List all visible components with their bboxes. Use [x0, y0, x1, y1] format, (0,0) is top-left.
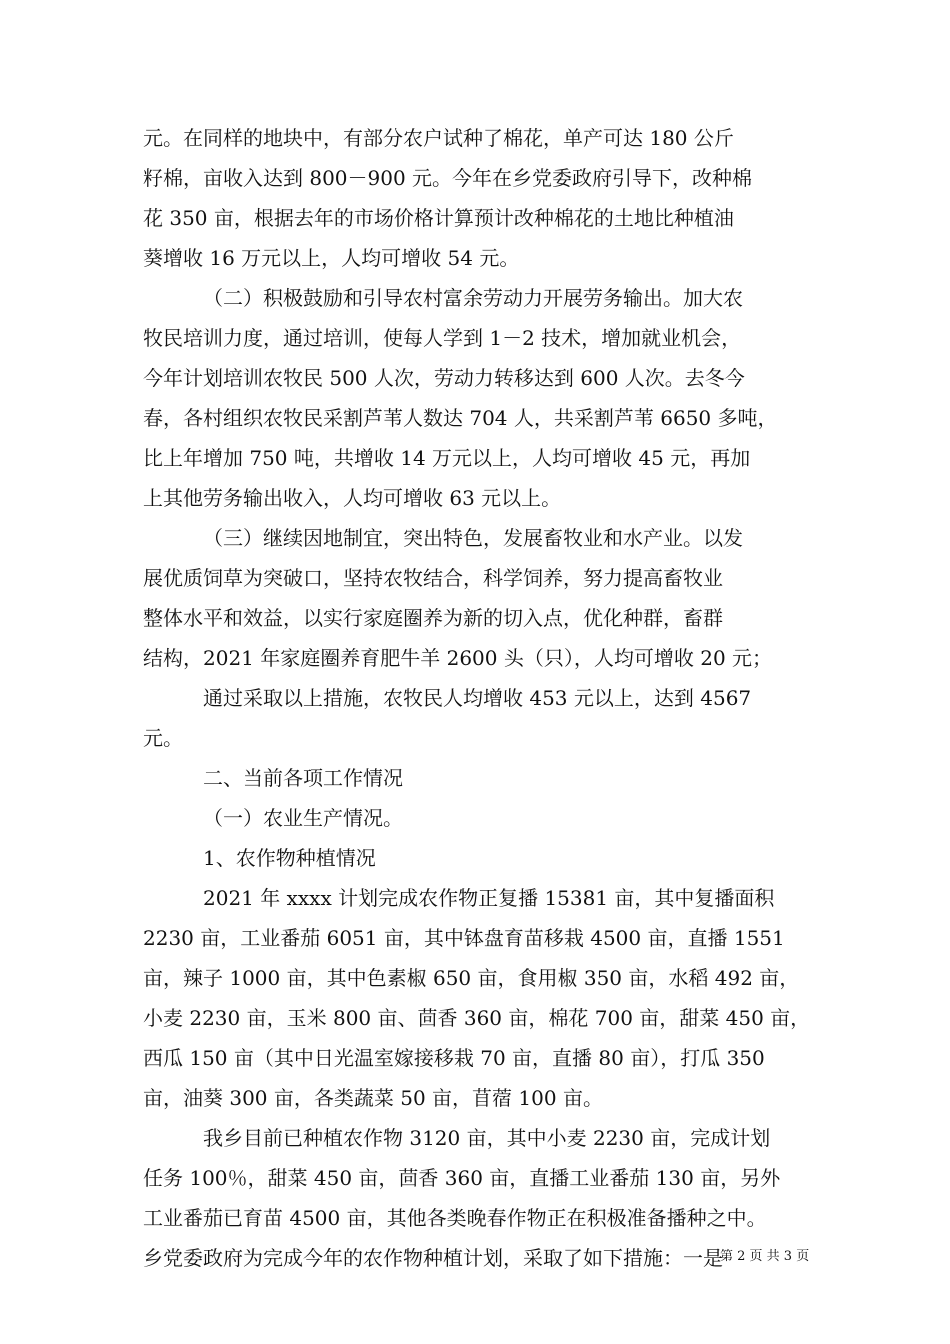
- text-line: 上其他劳务输出收入，人均可增收 63 元以上。: [143, 486, 562, 510]
- document-body: [143, 118, 815, 1278]
- text-line: 比上年增加 750 吨，共增收 14 万元以上，人均可增收 45 元，再加: [143, 446, 751, 470]
- subsection-heading: （一）农业生产情况。: [203, 806, 403, 830]
- text-line: 小麦 2230 亩，玉米 800 亩、茴香 360 亩，棉花 700 亩，甜菜 450 亩，: [143, 1006, 811, 1030]
- text-line: 亩，辣子 1000 亩，其中色素椒 650 亩，食用椒 350 亩，水稻 492 亩，: [143, 966, 800, 990]
- text-line: 元。: [143, 726, 183, 750]
- text-line: 展优质饲草为突破口，坚持农牧结合，科学饲养，努力提高畜牧业: [143, 566, 723, 590]
- text-line: 乡党委政府为完成今年的农作物种植计划，采取了如下措施：一是: [143, 1246, 723, 1270]
- text-line: 通过采取以上措施，农牧民人均增收 453 元以上，达到 4567: [203, 686, 752, 710]
- text-line: 任务 100％，甜菜 450 亩，茴香 360 亩，直播工业番茄 130 亩，另外: [143, 1166, 781, 1190]
- text-line: 籽棉，亩收入达到 800－900 元。今年在乡党委政府引导下，改种棉: [143, 166, 753, 190]
- text-line: 元。在同样的地块中，有部分农户试种了棉花，单产可达 180 公斤: [143, 126, 734, 150]
- text-line: 牧民培训力度，通过培训，使每人学到 1－2 技术，增加就业机会，: [143, 326, 742, 350]
- text-line: 2230 亩，工业番茄 6051 亩，其中钵盘育苗移栽 4500 亩，直播 1551: [143, 926, 785, 950]
- text-line: 花 350 亩，根据去年的市场价格计算预计改种棉花的土地比种植油: [143, 206, 734, 230]
- section-heading: 二、当前各项工作情况: [203, 766, 403, 790]
- text-line: （三）继续因地制宜，突出特色，发展畜牧业和水产业。以发: [203, 526, 743, 550]
- text-line: 葵增收 16 万元以上，人均可增收 54 元。: [143, 246, 520, 270]
- text-line: 整体水平和效益，以实行家庭圈养为新的切入点，优化种群，畜群: [143, 606, 723, 630]
- subsection-heading: 1、农作物种植情况: [203, 846, 376, 870]
- text-line: 西瓜 150 亩（其中日光温室嫁接移栽 70 亩，直播 80 亩），打瓜 350: [143, 1046, 765, 1070]
- text-line: 今年计划培训农牧民 500 人次，劳动力转移达到 600 人次。去冬今: [143, 366, 745, 390]
- text-line: 春，各村组织农牧民采割芦苇人数达 704 人，共采割芦苇 6650 多吨，: [143, 406, 778, 430]
- page-number: 第 2 页 共 3 页: [720, 1249, 810, 1264]
- text-line: 我乡目前已种植农作物 3120 亩，其中小麦 2230 亩，完成计划: [203, 1126, 771, 1150]
- text-line: （二）积极鼓励和引导农村富余劳动力开展劳务输出。加大农: [203, 286, 743, 310]
- text-line: 2021 年 xxxx 计划完成农作物正复播 15381 亩，其中复播面积: [203, 886, 775, 910]
- text-line: 工业番茄已育苗 4500 亩，其他各类晚春作物正在积极准备播种之中。: [143, 1206, 767, 1230]
- text-line: 结构，2021 年家庭圈养育肥牛羊 2600 头（只），人均可增收 20 元；: [143, 646, 773, 670]
- text-line: 亩，油葵 300 亩，各类蔬菜 50 亩，苜蓿 100 亩。: [143, 1086, 603, 1110]
